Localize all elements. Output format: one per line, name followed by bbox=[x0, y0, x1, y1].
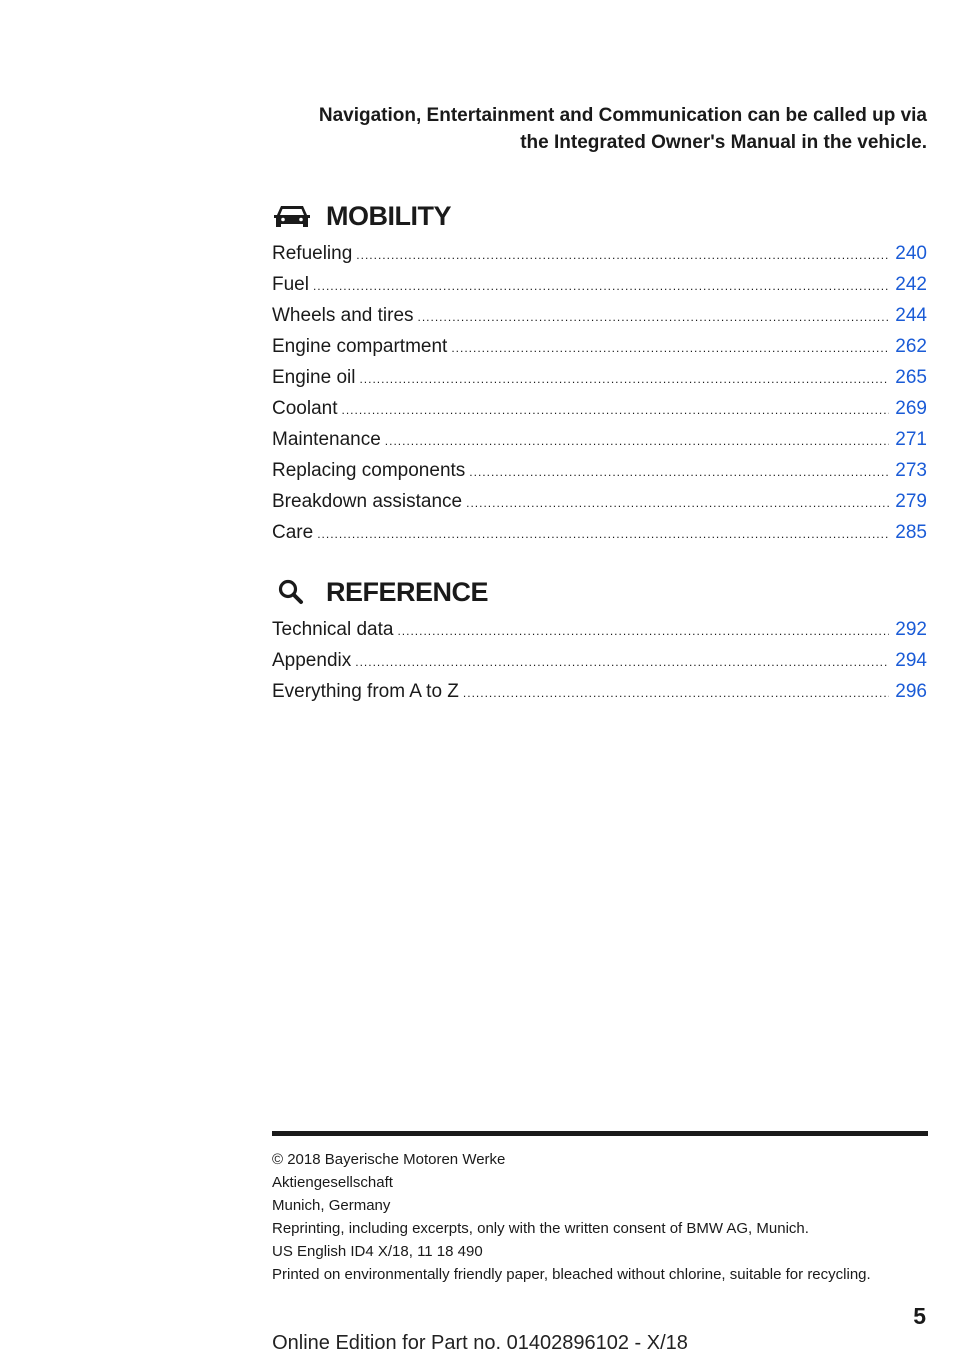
toc-entry-label: Breakdown assistance bbox=[272, 491, 463, 512]
toc-entry[interactable] bbox=[272, 238, 927, 269]
toc-entry[interactable] bbox=[272, 676, 927, 707]
colophon-line: Aktiengesellschaft bbox=[272, 1174, 393, 1191]
toc-page-link[interactable]: 269 bbox=[895, 398, 927, 419]
car-icon bbox=[272, 200, 312, 232]
toc-entry[interactable] bbox=[272, 614, 927, 645]
colophon-line: Reprinting, including excerpts, only with the written consent of BMW AG, Munich. bbox=[272, 1220, 809, 1237]
intro-line: Navigation, Entertainment and Communication can be called up via bbox=[318, 105, 927, 126]
toc-entry-label: Refueling bbox=[272, 243, 353, 264]
toc-entry[interactable] bbox=[272, 269, 927, 300]
toc-page-link[interactable]: 265 bbox=[895, 367, 927, 388]
toc-entry-label: Coolant bbox=[272, 398, 338, 419]
toc-list-reference bbox=[272, 614, 927, 707]
section-mobility-header bbox=[272, 198, 927, 234]
toc-entry-label: Care bbox=[272, 522, 314, 543]
toc-page-link[interactable]: 240 bbox=[895, 243, 927, 264]
toc-entry[interactable] bbox=[272, 645, 927, 676]
toc-entry-label: Replacing components bbox=[272, 460, 466, 481]
toc-entry-label: Technical data bbox=[272, 619, 394, 640]
intro-line: the Integrated Owner's Manual in the vehicle. bbox=[520, 132, 927, 153]
toc-list-mobility bbox=[272, 238, 927, 548]
toc-page-link[interactable]: 242 bbox=[895, 274, 927, 295]
toc-entry[interactable] bbox=[272, 300, 927, 331]
toc-entry-label: Engine oil bbox=[272, 367, 356, 388]
toc-page-link[interactable]: 279 bbox=[895, 491, 927, 512]
toc-entry[interactable] bbox=[272, 393, 927, 424]
section-title-reference: REFERENCE bbox=[326, 576, 489, 607]
footer-divider bbox=[272, 1131, 928, 1136]
toc-entry-label: Fuel bbox=[272, 274, 309, 295]
toc-entry[interactable] bbox=[272, 517, 927, 548]
intro-note bbox=[227, 102, 927, 156]
colophon-line: © 2018 Bayerische Motoren Werke bbox=[272, 1151, 506, 1168]
toc-entry-label: Maintenance bbox=[272, 429, 381, 450]
toc-page-link[interactable]: 292 bbox=[895, 619, 927, 640]
toc-page-link[interactable]: 271 bbox=[895, 429, 927, 450]
toc-entry[interactable] bbox=[272, 455, 927, 486]
toc-page-link[interactable]: 262 bbox=[895, 336, 927, 357]
online-edition-watermark: Online Edition for Part no. 01402896102 - X/18 bbox=[272, 1332, 688, 1354]
toc-entry[interactable] bbox=[272, 486, 927, 517]
page-number: 5 bbox=[913, 1303, 926, 1329]
toc-page-link[interactable]: 244 bbox=[895, 305, 927, 326]
toc-entry-label: Appendix bbox=[272, 650, 352, 671]
toc-page-link[interactable]: 296 bbox=[895, 681, 927, 702]
toc-entry[interactable] bbox=[272, 331, 927, 362]
colophon-line: Printed on environmentally friendly paper, bleached without chlorine, suitable for recycling. bbox=[272, 1266, 871, 1283]
toc-page-link[interactable]: 285 bbox=[895, 522, 927, 543]
toc-entry-label: Everything from A to Z bbox=[272, 681, 459, 702]
colophon bbox=[272, 1148, 932, 1286]
toc-page-link[interactable]: 273 bbox=[895, 460, 927, 481]
toc-entry-label: Wheels and tires bbox=[272, 305, 414, 326]
toc-entry-label: Engine compartment bbox=[272, 336, 448, 357]
section-reference-header bbox=[272, 574, 927, 610]
toc-entry[interactable] bbox=[272, 424, 927, 455]
toc-entry[interactable] bbox=[272, 362, 927, 393]
search-icon bbox=[272, 576, 312, 608]
section-title-mobility: MOBILITY bbox=[326, 200, 451, 231]
colophon-line: Munich, Germany bbox=[272, 1197, 391, 1214]
toc-page-link[interactable]: 294 bbox=[895, 650, 927, 671]
colophon-line: US English ID4 X/18, 11 18 490 bbox=[272, 1243, 483, 1260]
